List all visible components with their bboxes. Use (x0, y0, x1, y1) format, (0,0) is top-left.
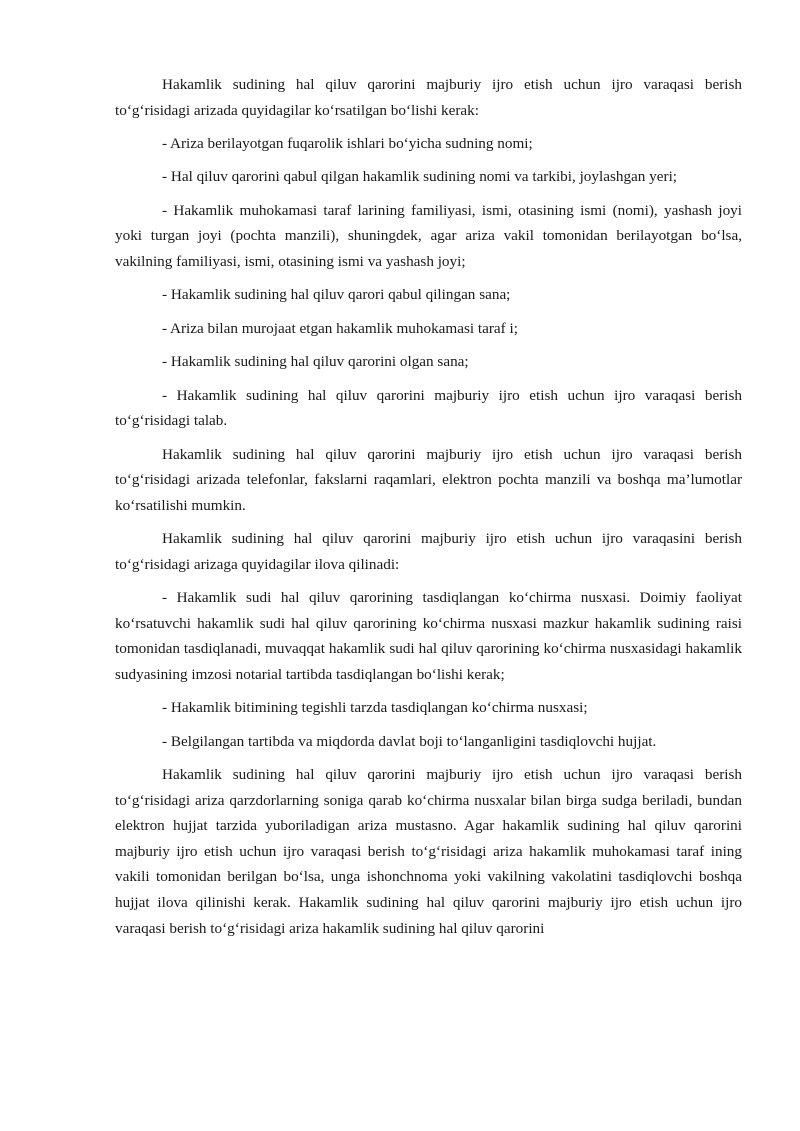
list-item: - Hakamlik sudining hal qiluv qarorini majburiy ijro etish uchun ijro varaqasi berish to‘g‘risidagi talab. (115, 386, 742, 430)
list-item: - Hal qiluv qarorini qabul qilgan hakamlik sudining nomi va tarkibi, joylashgan yeri; (162, 168, 678, 186)
list-item: - Hakamlik sudining hal qiluv qarorini olgan sana; (162, 353, 469, 371)
paragraph: Hakamlik sudining hal qiluv qarorini majburiy ijro etish uchun ijro varaqasi berish to‘g‘risidagi ariza qarzdorlarning soniga qarab ko‘chirma nusxalar bilan birga sudga beriladi, bundan elektron hujjat tarzida yuboriladigan ariza mustasno. Agar hakamlik sudining hal qiluv qarorini majburiy ijro etish uchun ijro varaqasi berish to‘g‘risidagi ariza hakamlik muhokamasi taraf ining vakili tomonidan berilgan bo‘lsa, unga ishonchnoma yoki vakilning vakolatini tasdiqlovchi boshqa hujjat ilova qilinishi kerak. Hakamlik sudining hal qiluv qarorini majburiy ijro etish uchun ijro varaqasi berish to‘g‘risidagi ariza hakamlik sudining hal qiluv qarorini (115, 766, 742, 937)
list-item: - Hakamlik muhokamasi taraf larining familiyasi, ismi, otasining ismi (nomi), yashash joyi yoki turgan joyi (pochta manzili), shuningdek, agar ariza vakil tomonidan berilayotgan bo‘lsa, vakilning familiyasi, ismi, otasining ismi va yashash joyi; (115, 201, 742, 270)
list-item: - Hakamlik sudi hal qiluv qarorining tasdiqlangan ko‘chirma nusxasi. Doimiy faoliyat ko‘rsatuvchi hakamlik sudi hal qiluv qarorining ko‘chirma nusxasi mazkur hakamlik sudining raisi tomonidan tasdiqlanadi, muvaqqat hakamlik sudi hal qiluv qarorining ko‘chirma nusxasidagi hakamlik sudyasining imzosi notarial tartibda tasdiqlangan bo‘lishi kerak; (115, 589, 742, 683)
paragraph: Hakamlik sudining hal qiluv qarorini majburiy ijro etish uchun ijro varaqasi berish to‘g‘risidagi arizada telefonlar, fakslarni raqamlari, elektron pochta manzili va boshqa ma’lumotlar ko‘rsatilishi mumkin. (115, 445, 742, 514)
list-item: - Belgilangan tartibda va miqdorda davlat boji to‘langanligini tasdiqlovchi hujjat. (162, 732, 657, 750)
paragraph: Hakamlik sudining hal qiluv qarorini majburiy ijro etish uchun ijro varaqasini berish to‘g‘risidagi arizaga quyidagilar ilova qilinadi: (115, 530, 742, 573)
list-item: - Ariza bilan murojaat etgan hakamlik muhokamasi taraf i; (162, 319, 518, 337)
list-item: - Hakamlik bitimining tegishli tarzda tasdiqlangan ko‘chirma nusxasi; (162, 699, 588, 717)
list-item: - Hakamlik sudining hal qiluv qarori qabul qilingan sana; (162, 286, 511, 304)
list-item: - Ariza berilayotgan fuqarolik ishlari bo‘yicha sudning nomi; (162, 134, 533, 152)
paragraph: Hakamlik sudining hal qiluv qarorini majburiy ijro etish uchun ijro varaqasi berish to‘g‘risidagi arizada quyidagilar ko‘rsatilgan bo‘lishi kerak: (115, 76, 742, 119)
